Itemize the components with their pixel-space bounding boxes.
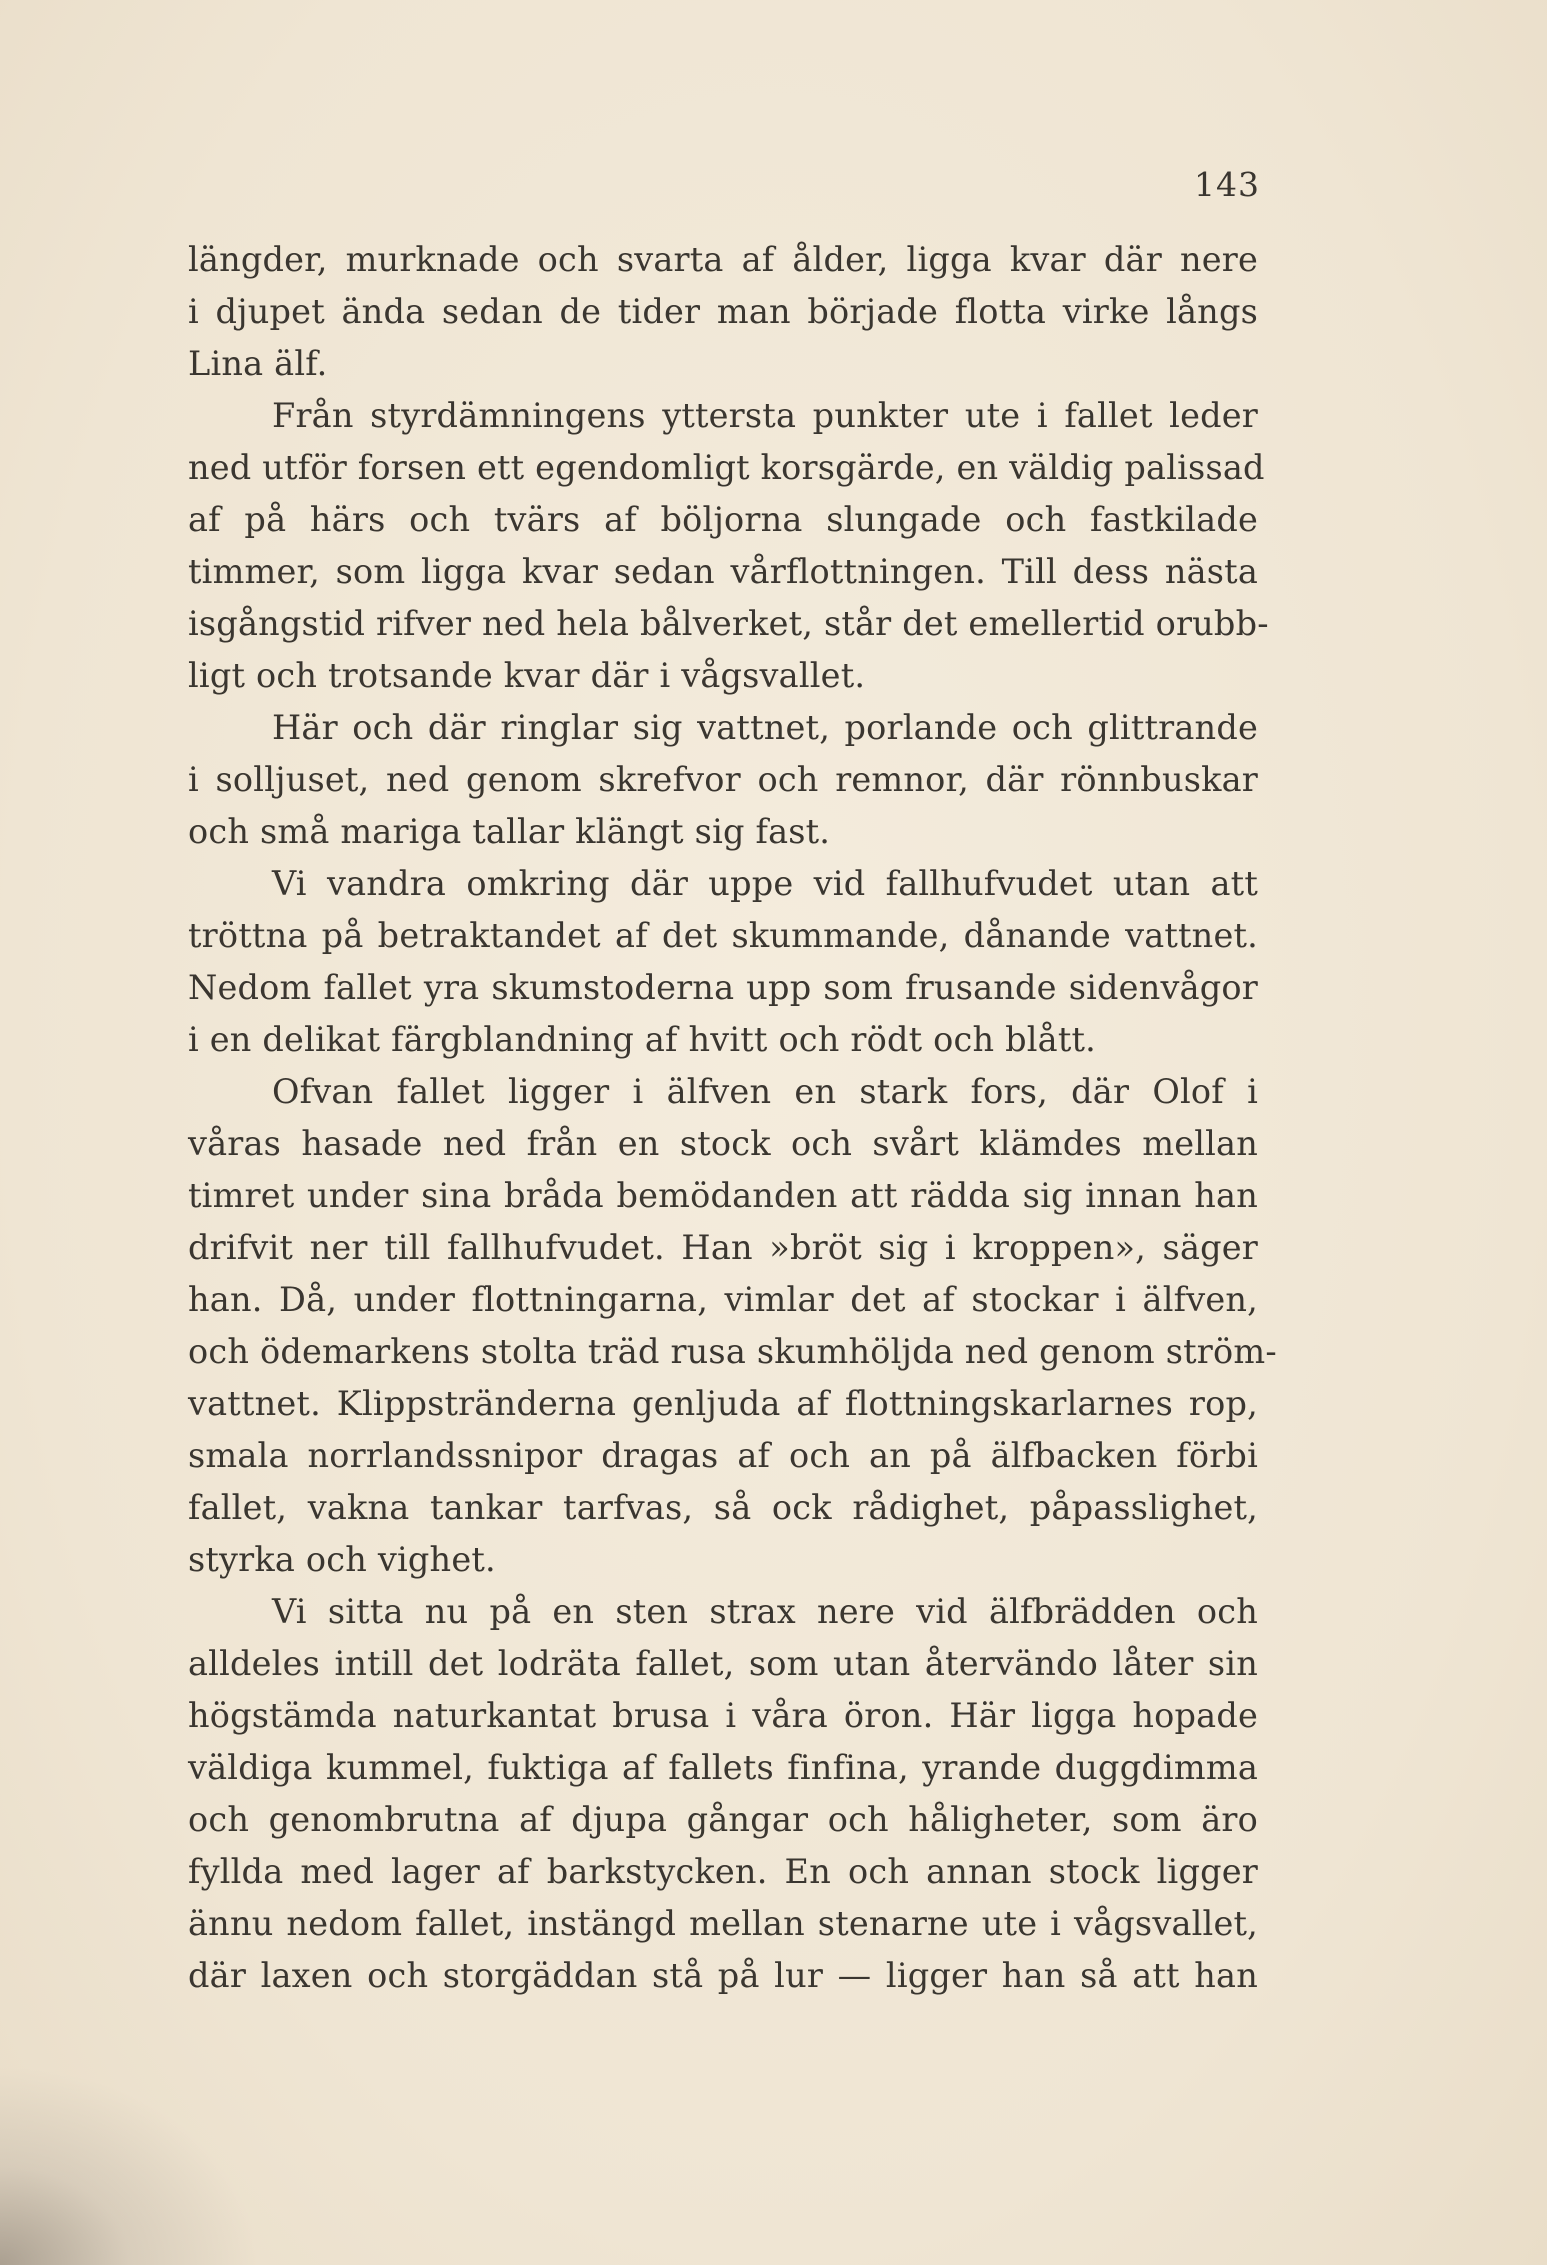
text-line: af på härs och tvärs af böljorna slungade och fastkilade (188, 500, 1258, 539)
text-line: och ödemarkens stolta träd rusa skumhöljda ned genom ström- (188, 1332, 1277, 1371)
text-line: ligt och trotsande kvar där i vågsvallet. (188, 656, 866, 695)
text-line: och små mariga tallar klängt sig fast. (188, 812, 831, 851)
text-line: timmer, som ligga kvar sedan vårflottningen. Till dess nästa (188, 552, 1258, 591)
text-line: tröttna på betraktandet af det skummande, dånande vattnet. (188, 916, 1258, 955)
page-number: 143 (1194, 165, 1260, 204)
text-line: i solljuset, ned genom skrefvor och remnor, där rönnbuskar (188, 760, 1258, 799)
text-line: ännu nedom fallet, instängd mellan stenarne ute i vågsvallet, (188, 1904, 1258, 1943)
text-line: ned utför forsen ett egendomligt korsgärde, en väldig palissad (188, 448, 1265, 487)
text-line: drifvit ner till fallhufvudet. Han »bröt sig i kroppen», säger (188, 1228, 1258, 1267)
text-line: Ofvan fallet ligger i älfven en stark fors, där Olof i (272, 1072, 1258, 1111)
text-line: i djupet ända sedan de tider man började flotta virke långs (188, 292, 1258, 331)
text-line: Lina älf. (188, 344, 328, 383)
text-line: isgångstid rifver ned hela bålverket, står det emellertid orubb- (188, 604, 1269, 643)
text-line: timret under sina bråda bemödanden att rädda sig innan han (188, 1176, 1258, 1215)
text-line: längder, murknade och svarta af ålder, ligga kvar där nere (188, 240, 1258, 279)
text-line: Vi vandra omkring där uppe vid fallhufvudet utan att (272, 864, 1258, 903)
text-line: och genombrutna af djupa gångar och håligheter, som äro (188, 1800, 1258, 1839)
text-line: där laxen och storgäddan stå på lur — ligger han så att han (188, 1956, 1258, 1995)
text-line: våras hasade ned från en stock och svårt klämdes mellan (188, 1124, 1258, 1163)
text-line: högstämda naturkantat brusa i våra öron. Här ligga hopade (188, 1696, 1258, 1735)
text-line: Här och där ringlar sig vattnet, porlande och glittrande (272, 708, 1258, 747)
text-line: vattnet. Klippstränderna genljuda af flottningskarlarnes rop, (188, 1384, 1258, 1423)
text-line: fyllda med lager af barkstycken. En och annan stock ligger (188, 1852, 1258, 1891)
scan-shadow (0, 2065, 260, 2265)
text-line: i en delikat färgblandning af hvitt och rödt och blått. (188, 1020, 1096, 1059)
text-line: smala norrlandssnipor dragas af och an på älfbacken förbi (188, 1436, 1258, 1475)
text-line: alldeles intill det lodräta fallet, som utan återvändo låter sin (188, 1644, 1258, 1683)
text-line: styrka och vighet. (188, 1540, 496, 1579)
text-line: han. Då, under flottningarna, vimlar det af stockar i älfven, (188, 1280, 1258, 1319)
text-line: Vi sitta nu på en sten strax nere vid älfbrädden och (272, 1592, 1258, 1631)
text-line: fallet, vakna tankar tarfvas, så ock rådighet, påpasslighet, (188, 1488, 1258, 1527)
text-line: Från styrdämningens yttersta punkter ute i fallet leder (272, 396, 1258, 435)
text-line: väldiga kummel, fuktiga af fallets finfina, yrande duggdimma (188, 1748, 1258, 1787)
text-line: Nedom fallet yra skumstoderna upp som frusande sidenvågor (188, 968, 1258, 1007)
